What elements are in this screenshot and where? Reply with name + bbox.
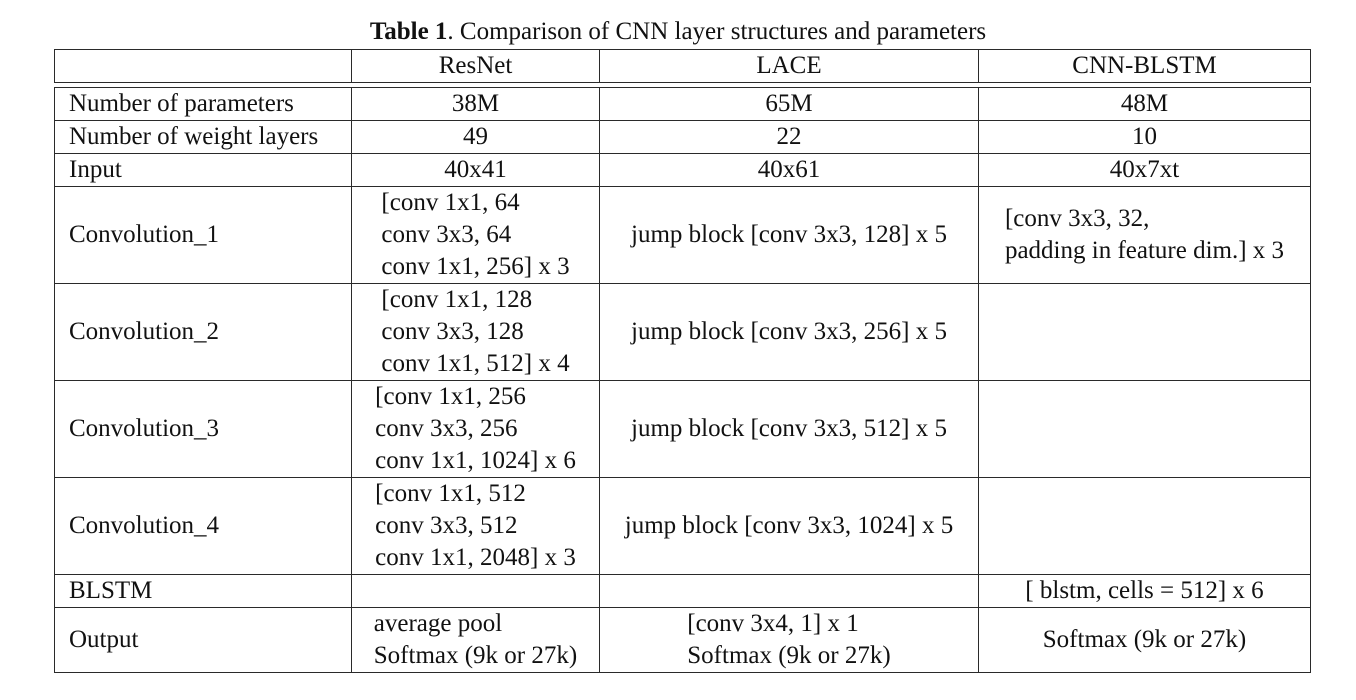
cell-resnet [352, 284, 600, 381]
row-label: BLSTM [55, 575, 352, 608]
cell-line: [conv 1x1, 256 [375, 383, 526, 410]
cell-line: [conv 3x4, 1] x 1 [687, 610, 859, 637]
row-label: Convolution_4 [55, 478, 352, 575]
cell-cnn-blstm: [ blstm, cells = 512] x 6 [979, 575, 1311, 608]
cell-lace: jump block [conv 3x3, 128] x 5 [600, 187, 979, 284]
cell-cnn-blstm [979, 187, 1311, 284]
row-label: Convolution_2 [55, 284, 352, 381]
table-row [55, 121, 1311, 154]
cell-resnet [352, 478, 600, 575]
cell-lace: jump block [conv 3x3, 1024] x 5 [600, 478, 979, 575]
cell-line: [conv 1x1, 512 [375, 480, 526, 507]
table-row [55, 381, 1311, 478]
cell-resnet: 40x41 [352, 154, 600, 187]
cell-cnn-blstm [979, 478, 1311, 575]
cell-line: conv 3x3, 64 [381, 221, 512, 248]
cell-resnet [352, 381, 600, 478]
header-blank [55, 50, 352, 83]
table-body [54, 87, 1311, 673]
cell-cnn-blstm: 40x7xt [979, 154, 1311, 187]
cell-cnn-blstm: Softmax (9k or 27k) [979, 608, 1311, 673]
cell-resnet [352, 608, 600, 673]
table-row [55, 88, 1311, 121]
cell-lace: jump block [conv 3x3, 256] x 5 [600, 284, 979, 381]
table-row [55, 154, 1311, 187]
cell-line: conv 3x3, 512 [375, 512, 518, 539]
cell-line: conv 1x1, 2048] x 3 [375, 544, 576, 571]
table-row [55, 284, 1311, 381]
header-cnn-blstm: CNN-BLSTM [979, 50, 1311, 83]
caption-label: Table 1 [369, 18, 448, 45]
row-label: Convolution_1 [55, 187, 352, 284]
cell-resnet: 49 [352, 121, 600, 154]
header-resnet: ResNet [352, 50, 600, 83]
table-caption [0, 14, 1356, 50]
header-row [55, 50, 1311, 83]
cell-resnet [352, 575, 600, 608]
cell-lace [600, 575, 979, 608]
caption-text: . Comparison of CNN layer structures and parameters [447, 18, 987, 45]
cell-resnet: 38M [352, 88, 600, 121]
cell-lace: jump block [conv 3x3, 512] x 5 [600, 381, 979, 478]
cell-line: conv 1x1, 1024] x 6 [375, 447, 576, 474]
cell-line: conv 1x1, 512] x 4 [381, 350, 570, 377]
row-label: Convolution_3 [55, 381, 352, 478]
cell-cnn-blstm [979, 381, 1311, 478]
cell-line: padding in feature dim.] x 3 [1004, 237, 1285, 264]
table-row [55, 478, 1311, 575]
cell-line: Softmax (9k or 27k) [373, 642, 578, 669]
cell-line: conv 3x3, 128 [381, 318, 524, 345]
cell-line: [conv 1x1, 64 [381, 189, 520, 216]
cell-line: [conv 3x3, 32, [1004, 205, 1150, 232]
table-row [55, 575, 1311, 608]
cell-line: average pool [373, 610, 503, 637]
cell-line: Softmax (9k or 27k) [687, 642, 891, 669]
cell-lace: 40x61 [600, 154, 979, 187]
cell-line: conv 3x3, 256 [375, 415, 518, 442]
row-label: Output [55, 608, 352, 673]
cell-resnet [352, 187, 600, 284]
cell-cnn-blstm [979, 284, 1311, 381]
cell-cnn-blstm: 48M [979, 88, 1311, 121]
cell-line: conv 1x1, 256] x 3 [381, 253, 570, 280]
row-label: Number of weight layers [55, 121, 352, 154]
cell-lace: 22 [600, 121, 979, 154]
table-row [55, 187, 1311, 284]
header-lace: LACE [600, 50, 979, 83]
row-label: Number of parameters [55, 88, 352, 121]
table-header [54, 49, 1311, 83]
table-row [55, 608, 1311, 673]
cell-lace: 65M [600, 88, 979, 121]
cell-lace [600, 608, 979, 673]
row-label: Input [55, 154, 352, 187]
cell-line: [conv 1x1, 128 [381, 286, 533, 313]
cell-cnn-blstm: 10 [979, 121, 1311, 154]
